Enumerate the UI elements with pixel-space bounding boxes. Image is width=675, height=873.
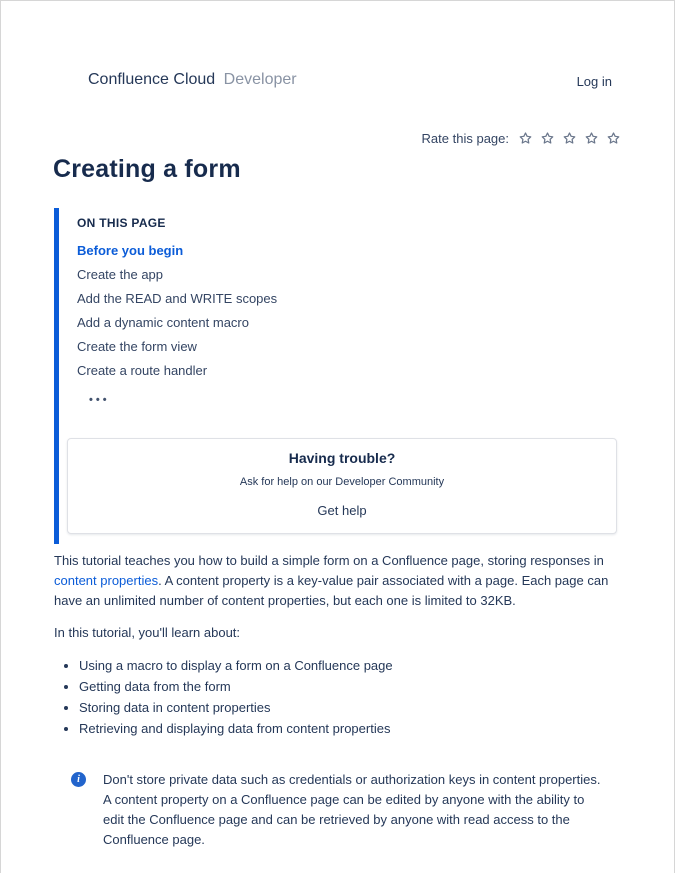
- bullet-item: • Retrieving and displaying data from content properties: [79, 719, 621, 739]
- page-title: Creating a form: [53, 155, 241, 183]
- intro-text-before: This tutorial teaches you how to build a simple form on a Confluence page, storing responses in: [54, 553, 604, 568]
- toc-link-before-you-begin[interactable]: Before you begin: [77, 243, 184, 258]
- login-link[interactable]: Log in: [576, 74, 612, 89]
- bullet-item: • Using a macro to display a form on a Confluence page: [79, 656, 621, 676]
- toc-more-button[interactable]: •••: [89, 394, 110, 406]
- toc-section: [54, 208, 617, 544]
- info-icon: i: [71, 772, 86, 787]
- star-icon[interactable]: [540, 131, 555, 146]
- help-box-title: Having trouble?: [288, 450, 396, 466]
- info-note: [54, 770, 621, 850]
- brand-secondary: Developer: [223, 71, 297, 88]
- toc-link-add-dynamic-content-macro[interactable]: Add a dynamic content macro: [77, 315, 249, 330]
- content-properties-link[interactable]: content properties: [54, 573, 159, 588]
- bullet-item: • Getting data from the form: [79, 677, 621, 697]
- toc-list: [77, 243, 617, 378]
- star-icon[interactable]: [606, 131, 621, 146]
- intro-text-after: . A content property is a key-value pair associated with a page. Each page can have an unlimited number of content properties, but each one is limited to 32KB.: [54, 573, 609, 608]
- toc-heading: ON THIS PAGE: [77, 216, 166, 230]
- toc-link-create-route-handler[interactable]: Create a route handler: [77, 363, 208, 378]
- bullet-item: • Storing data in content properties: [79, 698, 621, 718]
- info-note-text: Don't store private data such as credentials or authorization keys in content properties. A content property on a Confluence page can be edited by anyone with the ability to edit the Confluence page and can be retrieved by anyone with read access to the Confluence page.: [103, 772, 601, 847]
- toc-link-create-the-app[interactable]: Create the app: [77, 267, 164, 282]
- intro-paragraph: [54, 551, 621, 611]
- help-box-subtitle: Ask for help on our Developer Community: [239, 476, 445, 488]
- star-icon[interactable]: [562, 131, 577, 146]
- main-content: [54, 551, 621, 850]
- star-icon[interactable]: [518, 131, 533, 146]
- brand-primary: Confluence Cloud: [88, 71, 216, 88]
- bullet-list: [54, 656, 621, 739]
- help-box: [67, 438, 617, 534]
- rating-label: Rate this page:: [421, 131, 509, 146]
- rating: [422, 131, 621, 146]
- toc-link-add-scopes[interactable]: Add the READ and WRITE scopes: [77, 291, 278, 306]
- learn-intro-text: In this tutorial, you'll learn about:: [54, 625, 241, 640]
- star-icon[interactable]: [584, 131, 599, 146]
- brand: [88, 71, 297, 89]
- toc-link-create-form-view[interactable]: Create the form view: [77, 339, 197, 354]
- get-help-link[interactable]: Get help: [317, 503, 367, 518]
